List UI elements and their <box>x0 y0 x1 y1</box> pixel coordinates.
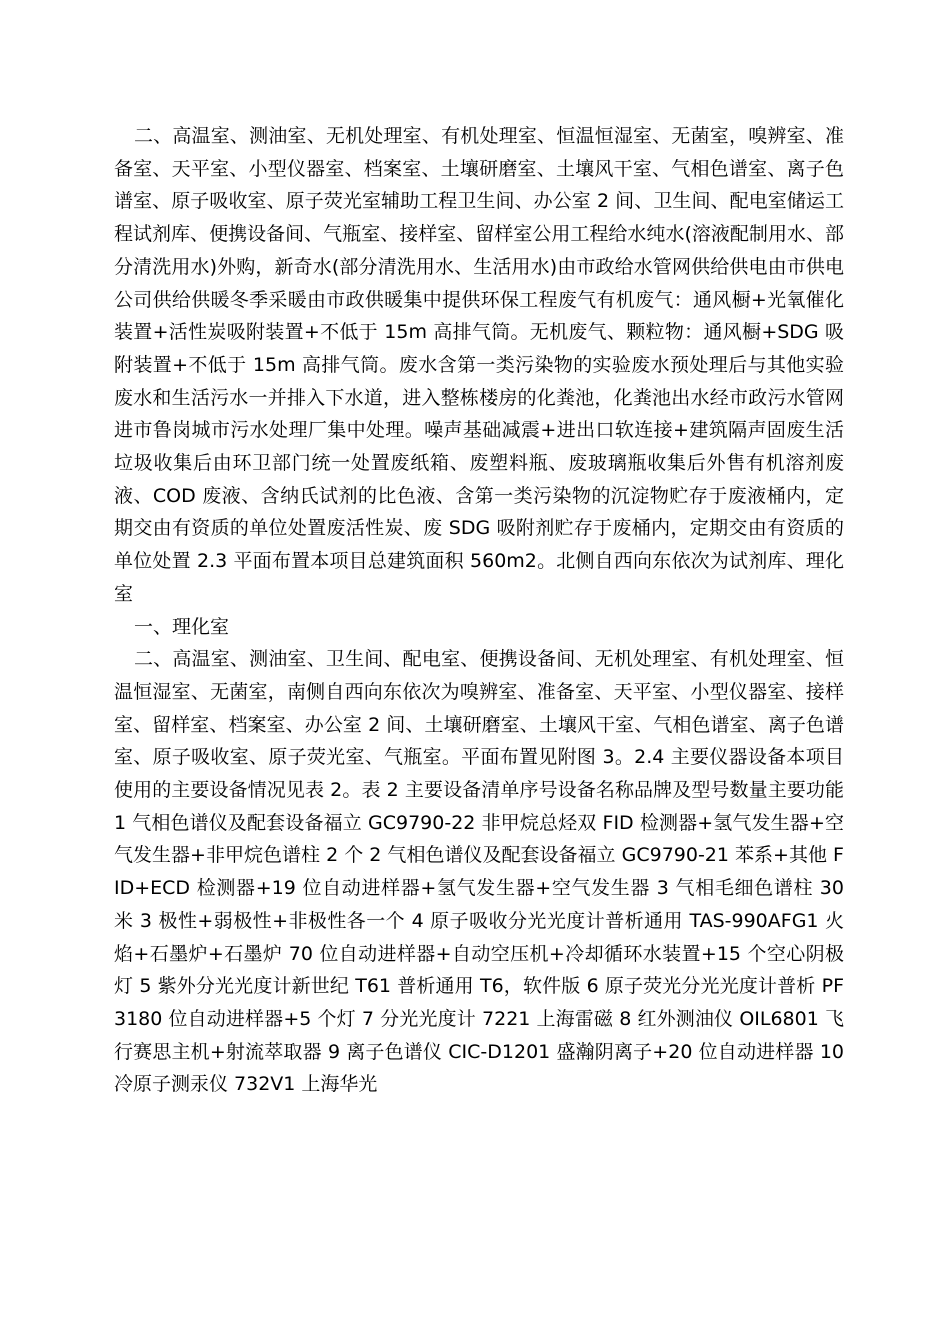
paragraph-layout-equipment: 二、高温室、测油室、卫生间、配电室、便携设备间、无机处理室、有机处理室、恒温恒湿室、无菌室，南侧自西向东依次为嗅辨室、准备室、天平室、小型仪器室、接样室、留样室、档案室、办公室 2 间、土壤研磨室、土壤风干室、气相色谱室、离子色谱室、原子吸收室、原子荧光室、气瓶室。平面布置见附图 3。2.4 主要仪器设备本项目使用的主要设备情况见表 2。表 2 主要设备清单序号设备名称品牌及型号数量主要功能 1 气相色谱仪及配套设备福立 GC9790-22 非甲烷总烃双 FID 检测器+氢气发生器+空气发生器+非甲烷色谱柱 2 个 2 气相色谱仪及配套设备福立 GC9790-21 苯系+其他 FID+ECD 检测器+19 位自动进样器+氢气发生器+空气发生器 3 气相毛细色谱柱 30 米 3 极性+弱极性+非极性各一个 4 原子吸收分光光度计普析通用 TAS-990AFG1 火焰+石墨炉+石墨炉 70 位自动进样器+自动空压机+冷却循环水装置+15 个空心阴极灯 5 紫外分光光度计新世纪 T61 普析通用 T6，软件版 6 原子荧光分光光度计普析 PF3180 位自动进样器+5 个灯 7 分光光度计 7221 上海雷磁 8 红外测油仪 OIL6801 飞行赛思主机+射流萃取器 9 离子色谱仪 CIC-D1201 盛瀚阴离子+20 位自动进样器 10 冷原子测汞仪 732V1 上海华光 <box>114 648 844 1096</box>
paragraph-section-heading: 一、理化室 <box>133 615 229 638</box>
paragraph-facilities: 二、高温室、测油室、无机处理室、有机处理室、恒温恒湿室、无菌室，嗅辨室、准备室、天平室、小型仪器室、档案室、土壤研磨室、土壤风干室、气相色谱室、离子色谱室、原子吸收室、原子荧光室辅助工程卫生间、办公室 2 间、卫生间、配电室储运工程试剂库、便携设备间、气瓶室、接样室、留样室公用工程给水纯水(溶液配制用水、部分清洗用水)外购，新奇水(部分清洗用水、生活用水)由市政给水管网供给供电由市供电公司供给供暖冬季采暖由市政供暖集中提供环保工程废气有机废气：通风橱+光氧催化装置+活性炭吸附装置+不低于 15m 高排气筒。无机废气、颗粒物：通风橱+SDG 吸附装置+不低于 15m 高排气筒。废水含第一类污染物的实验废水预处理后与其他实验废水和生活污水一并排入下水道，进入整栋楼房的化粪池，化粪池出水经市政污水管网进市鲁岗城市污水处理厂集中处理。噪声基础减震+进出口软连接+建筑隔声固废生活垃圾收集后由环卫部门统一处置废纸箱、废塑料瓶、废玻璃瓶收集后外售有机溶剂废液、COD 废液、含纳氏试剂的比色液、含第一类污染物的沉淀物贮存于废液桶内，定期交由有资质的单位处置废活性炭、废 SDG 吸附剂贮存于废桶内，定期交由有资质的单位处置 2.3 平面布置本项目总建筑面积 560m2。北侧自西向东依次为试剂库、理化室 <box>114 125 844 605</box>
document-body <box>114 120 844 1101</box>
